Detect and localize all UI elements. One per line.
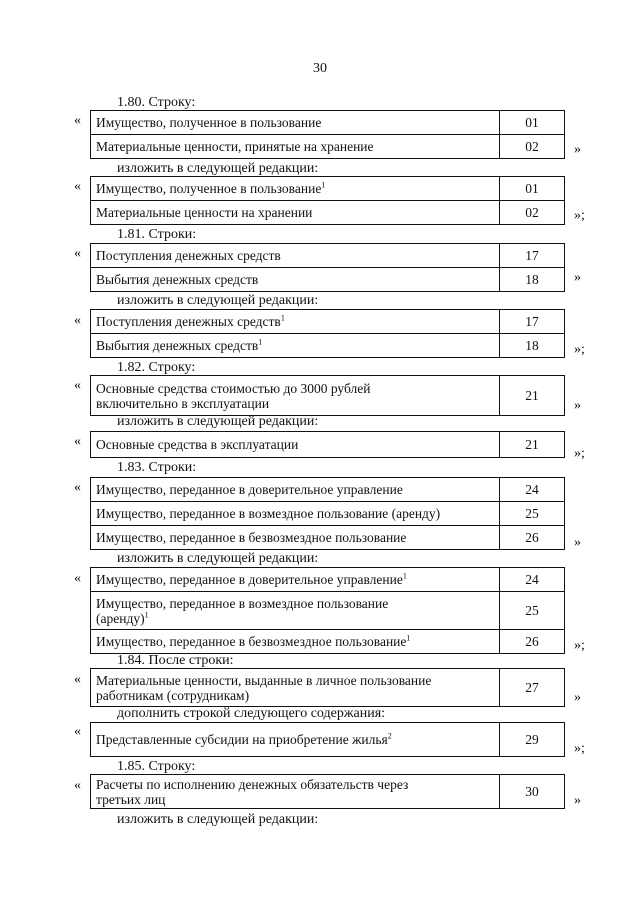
line-code: 26 xyxy=(500,526,565,550)
open-quote: « xyxy=(74,179,81,194)
table-row xyxy=(91,177,565,201)
section-heading-1-80: 1.80. Строку: xyxy=(117,95,196,110)
footnote-mark: 1 xyxy=(280,313,285,323)
open-quote: « xyxy=(74,672,81,687)
line-name: Основные средства в эксплуатации xyxy=(91,432,500,458)
close-quote: » xyxy=(574,793,581,808)
table-row xyxy=(91,478,565,502)
new-lines-table-1-84 xyxy=(90,722,565,757)
table-row xyxy=(91,526,565,550)
open-quote: « xyxy=(74,378,81,393)
table-row xyxy=(91,568,565,592)
line-code: 29 xyxy=(500,723,565,757)
close-quote-semicolon: »; xyxy=(574,208,585,223)
new-lines-table-1-82 xyxy=(90,431,565,458)
old-lines-table-1-84 xyxy=(90,668,565,707)
line-name: Выбытия денежных средств xyxy=(91,268,500,292)
open-quote: « xyxy=(74,434,81,449)
line-name: Имущество, полученное в пользование xyxy=(91,111,500,135)
open-quote: « xyxy=(74,113,81,128)
footnote-mark: 2 xyxy=(387,731,392,741)
instruction-1-81: изложить в следующей редакции: xyxy=(117,293,319,308)
line-code: 01 xyxy=(500,177,565,201)
table-row xyxy=(91,111,565,135)
line-code: 17 xyxy=(500,310,565,334)
line-code: 26 xyxy=(500,630,565,654)
table-row xyxy=(91,268,565,292)
instruction-1-84: дополнить строкой следующего содержания: xyxy=(117,706,386,721)
line-name: Основные средства стоимостью до 3000 рублей включительно в эксплуатации xyxy=(91,376,500,416)
table-row xyxy=(91,310,565,334)
close-quote: » xyxy=(574,398,581,413)
line-code: 18 xyxy=(500,268,565,292)
line-code: 24 xyxy=(500,568,565,592)
table-row xyxy=(91,669,565,707)
table-row xyxy=(91,201,565,225)
line-name: Поступления денежных средств$^1$ xyxy=(91,310,500,334)
close-quote: » xyxy=(574,690,581,705)
open-quote: « xyxy=(74,246,81,261)
open-quote: « xyxy=(74,778,81,793)
line-name: Имущество, переданное в доверительное управление$^1$ xyxy=(91,568,500,592)
line-code: 18 xyxy=(500,334,565,358)
line-code: 30 xyxy=(500,775,565,809)
line-name: Расчеты по исполнению денежных обязательств через третьих лиц xyxy=(91,775,500,809)
line-name: Поступления денежных средств xyxy=(91,244,500,268)
line-code: 02 xyxy=(500,201,565,225)
table-row xyxy=(91,723,565,757)
new-lines-table-1-80 xyxy=(90,176,565,225)
table-row xyxy=(91,432,565,458)
line-name: Имущество, переданное в возмездное пользование (аренду)$^1$ xyxy=(91,592,500,630)
line-name: Имущество, полученное в пользование$^1$ xyxy=(91,177,500,201)
close-quote: » xyxy=(574,142,581,157)
line-name: Материальные ценности, выданные в личное пользование работникам (сотрудникам) xyxy=(91,669,500,707)
line-code: 21 xyxy=(500,432,565,458)
table-row xyxy=(91,592,565,630)
footnote-mark: 1 xyxy=(321,180,326,190)
close-quote-semicolon: »; xyxy=(574,342,585,357)
new-lines-table-1-81 xyxy=(90,309,565,358)
close-quote-semicolon: »; xyxy=(574,446,585,461)
line-name: Материальные ценности, принятые на хранение xyxy=(91,135,500,159)
section-heading-1-83: 1.83. Строки: xyxy=(117,460,197,475)
open-quote: « xyxy=(74,724,81,739)
line-code: 27 xyxy=(500,669,565,707)
old-lines-table-1-85 xyxy=(90,774,565,809)
open-quote: « xyxy=(74,480,81,495)
table-row xyxy=(91,775,565,809)
table-row xyxy=(91,630,565,654)
open-quote: « xyxy=(74,571,81,586)
line-code: 25 xyxy=(500,502,565,526)
line-code: 21 xyxy=(500,376,565,416)
section-heading-1-82: 1.82. Строку: xyxy=(117,360,196,375)
line-name: Имущество, переданное в безвозмездное пользование xyxy=(91,526,500,550)
footnote-mark: 1 xyxy=(406,633,411,643)
line-name: Имущество, переданное в безвозмездное пользование$^1$ xyxy=(91,630,500,654)
line-code: 17 xyxy=(500,244,565,268)
line-name: Имущество, переданное в возмездное пользование (аренду) xyxy=(91,502,500,526)
footnote-mark: 1 xyxy=(258,337,263,347)
line-code: 24 xyxy=(500,478,565,502)
old-lines-table-1-83 xyxy=(90,477,565,550)
close-quote-semicolon: »; xyxy=(574,741,585,756)
instruction-1-83: изложить в следующей редакции: xyxy=(117,551,319,566)
old-lines-table-1-82 xyxy=(90,375,565,416)
footnote-mark: 1 xyxy=(144,610,149,619)
table-row xyxy=(91,135,565,159)
instruction-1-80: изложить в следующей редакции: xyxy=(117,161,319,176)
close-quote: » xyxy=(574,270,581,285)
line-name: Материальные ценности на хранении xyxy=(91,201,500,225)
line-code: 02 xyxy=(500,135,565,159)
new-lines-table-1-83 xyxy=(90,567,565,654)
footnote-mark: 1 xyxy=(402,571,407,581)
section-heading-1-81: 1.81. Строки: xyxy=(117,227,197,242)
instruction-1-85: изложить в следующей редакции: xyxy=(117,812,319,827)
line-code: 01 xyxy=(500,111,565,135)
section-heading-1-84: 1.84. После строки: xyxy=(117,653,234,668)
open-quote: « xyxy=(74,313,81,328)
table-row xyxy=(91,334,565,358)
table-row xyxy=(91,244,565,268)
close-quote: » xyxy=(574,535,581,550)
page-number: 30 xyxy=(313,61,327,76)
line-name: Представленные субсидии на приобретение жилья$^2$ xyxy=(91,723,500,757)
table-row xyxy=(91,376,565,416)
line-name: Выбытия денежных средств$^1$ xyxy=(91,334,500,358)
old-lines-table-1-81 xyxy=(90,243,565,292)
line-code: 25 xyxy=(500,592,565,630)
old-lines-table-1-80 xyxy=(90,110,565,159)
line-name: Имущество, переданное в доверительное управление xyxy=(91,478,500,502)
section-heading-1-85: 1.85. Строку: xyxy=(117,759,196,774)
table-row xyxy=(91,502,565,526)
close-quote-semicolon: »; xyxy=(574,638,585,653)
instruction-1-82: изложить в следующей редакции: xyxy=(117,414,319,429)
